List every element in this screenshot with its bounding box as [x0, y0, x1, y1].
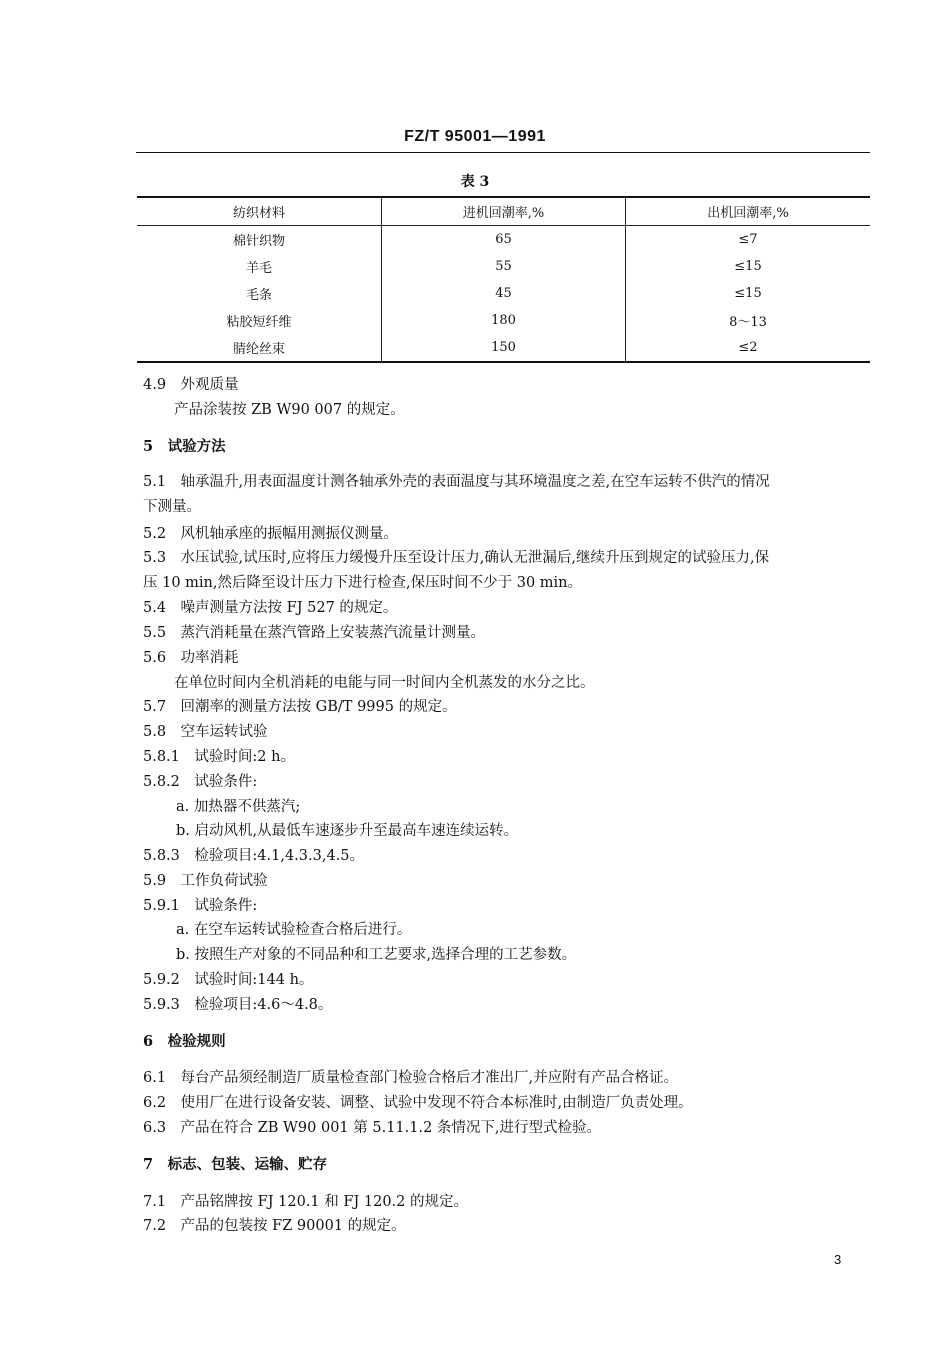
list-item: a. 加热器不供蒸汽; — [176, 799, 301, 815]
clause-heading: 4.9 外观质量 — [143, 377, 239, 393]
column-header: 纺织材料 — [137, 197, 382, 226]
clause-text: 5.5 蒸汽消耗量在蒸汽管路上安装蒸汽流量计测量。 — [143, 625, 486, 641]
table-cell: ≤15 — [626, 280, 871, 307]
table-cell: 毛条 — [137, 280, 382, 307]
table-cell: ≤15 — [626, 253, 871, 280]
clause-text: 5.4 噪声测量方法按 FJ 527 的规定。 — [143, 600, 398, 616]
clause-text: 5.1 轴承温升,用表面温度计测各轴承外壳的表面温度与其环境温度之差,在空车运转不供汽的情况 — [143, 474, 770, 490]
section-heading: 6 检验规则 — [143, 1033, 226, 1050]
table-cell: 羊毛 — [137, 253, 382, 280]
section-heading: 5 试验方法 — [143, 438, 226, 455]
clause-text: 6.3 产品在符合 ZB W90 001 第 5.11.1.2 条情况下,进行型式检验。 — [143, 1120, 602, 1136]
page-number: 3 — [834, 1252, 842, 1267]
clause-text: 5.8.1 试验时间:2 h。 — [143, 749, 295, 765]
clause-heading: 5.6 功率消耗 — [143, 650, 239, 666]
clause-text: 5.8.3 检验项目:4.1,4.3.3,4.5。 — [143, 848, 365, 864]
clause-text: 5.7 回潮率的测量方法按 GB/T 9995 的规定。 — [143, 699, 457, 715]
table-cell: 45 — [382, 280, 626, 307]
table-cell: 55 — [382, 253, 626, 280]
clause-text: 6.1 每台产品须经制造厂质量检查部门检验合格后才准出厂,并应附有产品合格证。 — [143, 1070, 679, 1086]
clause-text: 7.2 产品的包装按 FZ 90001 的规定。 — [143, 1218, 406, 1234]
column-header: 出机回潮率,% — [626, 197, 871, 226]
clause-text: 压 10 min,然后降至设计压力下进行检查,保压时间不少于 30 min。 — [143, 575, 583, 591]
list-item: b. 按照生产对象的不同品种和工艺要求,选择合理的工艺参数。 — [176, 947, 577, 963]
table-cell: ≤7 — [626, 226, 871, 254]
column-header: 进机回潮率,% — [382, 197, 626, 226]
clause-text: 5.2 风机轴承座的振幅用测振仪测量。 — [143, 526, 399, 542]
clause-text: 6.2 使用厂在进行设备安装、调整、试验中发现不符合本标准时,由制造厂负责处理。 — [143, 1095, 693, 1111]
table-cell: 65 — [382, 226, 626, 254]
table-title: 表 3 — [460, 174, 490, 190]
clause-heading: 5.8 空车运转试验 — [143, 724, 268, 740]
list-item: a. 在空车运转试验检查合格后进行。 — [176, 922, 412, 938]
standard-code-header: FZ/T 95001—1991 — [404, 128, 546, 145]
table-cell: 180 — [382, 307, 626, 334]
clause-text: 7.1 产品铭牌按 FJ 120.1 和 FJ 120.2 的规定。 — [143, 1194, 468, 1210]
table-cell: 150 — [382, 334, 626, 362]
table-cell: 粘胶短纤维 — [137, 307, 382, 334]
section-heading: 7 标志、包装、运输、贮存 — [143, 1156, 328, 1173]
table-cell: 腈纶丝束 — [137, 334, 382, 362]
clause-text: 在单位时间内全机消耗的电能与同一时间内全机蒸发的水分之比。 — [174, 675, 595, 691]
clause-text: 产品涂装按 ZB W90 007 的规定。 — [174, 402, 405, 418]
clause-text: 5.8.2 试验条件: — [143, 774, 258, 790]
clause-text: 下测量。 — [143, 499, 201, 515]
table-cell: 8～13 — [626, 307, 871, 334]
list-item: b. 启动风机,从最低车速逐步升至最高车速连续运转。 — [176, 823, 519, 839]
clause-text: 5.9.3 检验项目:4.6～4.8。 — [143, 997, 333, 1013]
table-cell: ≤2 — [626, 334, 871, 362]
clause-text: 5.3 水压试验,试压时,应将压力缓慢升压至设计压力,确认无泄漏后,继续升压到规定的试验压力,保 — [143, 550, 770, 566]
table-cell: 棉针织物 — [137, 226, 382, 254]
clause-text: 5.9.1 试验条件: — [143, 898, 258, 914]
clause-heading: 5.9 工作负荷试验 — [143, 873, 268, 889]
clause-text: 5.9.2 试验时间:144 h。 — [143, 972, 314, 988]
